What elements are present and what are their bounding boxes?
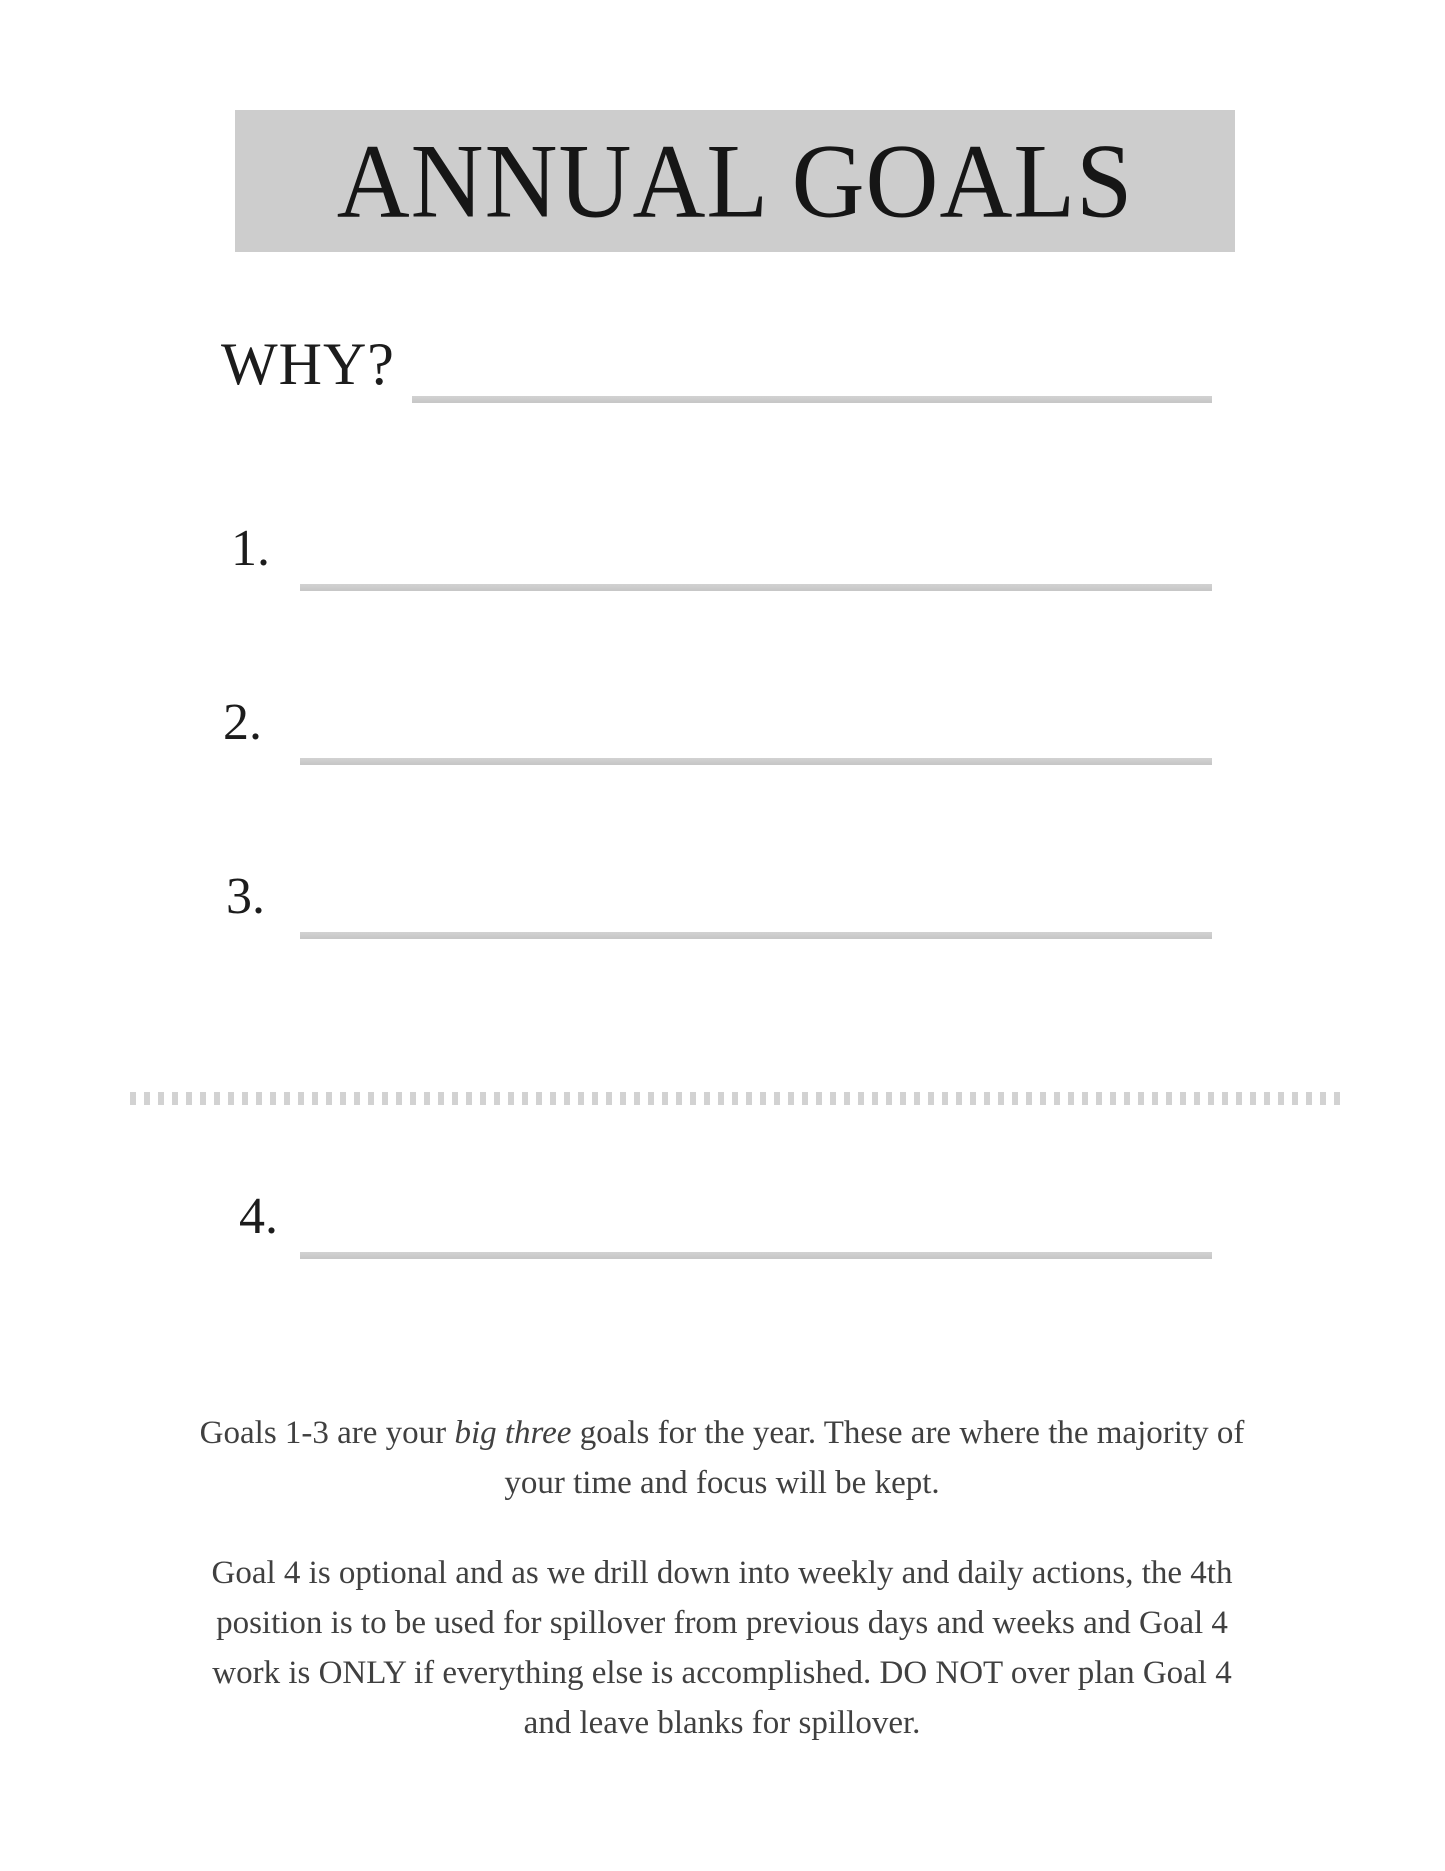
goal-1-number: 1. xyxy=(231,520,270,577)
instructions-paragraph-1 xyxy=(162,1408,1282,1508)
header-banner xyxy=(235,110,1235,252)
p1-text-post: goals for the year. These are where the majority of xyxy=(571,1415,1245,1451)
instructions-paragraph-2 xyxy=(162,1548,1282,1748)
why-fill-in-line[interactable] xyxy=(412,396,1212,403)
goal-3-number: 3. xyxy=(226,868,265,925)
instructions-p1-line1 xyxy=(162,1408,1282,1458)
instructions-p2-line3: work is ONLY if everything else is accomplished. DO NOT over plan Goal 4 xyxy=(212,1655,1232,1691)
goal-4-fill-in-line[interactable] xyxy=(300,1252,1212,1259)
why-label: WHY? xyxy=(221,331,395,397)
goal-2-number: 2. xyxy=(223,694,262,751)
goal-4-number: 4. xyxy=(239,1188,278,1245)
p1-text-italic: big three xyxy=(454,1415,572,1451)
dotted-divider xyxy=(130,1092,1340,1105)
instructions-p1-line2: your time and focus will be kept. xyxy=(504,1465,940,1501)
instructions-p2-line1: Goal 4 is optional and as we drill down into weekly and daily actions, the 4th xyxy=(211,1555,1233,1591)
instructions-p2-line2: position is to be used for spillover from previous days and weeks and Goal 4 xyxy=(216,1605,1228,1641)
instructions-p2-line4: and leave blanks for spillover. xyxy=(523,1705,921,1741)
instructions-block xyxy=(162,1408,1282,1748)
goal-2-fill-in-line[interactable] xyxy=(300,758,1212,765)
page-title: ANNUAL GOALS xyxy=(336,121,1134,240)
p1-text-pre: Goals 1-3 are your xyxy=(199,1415,455,1451)
goal-1-fill-in-line[interactable] xyxy=(300,584,1212,591)
goal-3-fill-in-line[interactable] xyxy=(300,932,1212,939)
